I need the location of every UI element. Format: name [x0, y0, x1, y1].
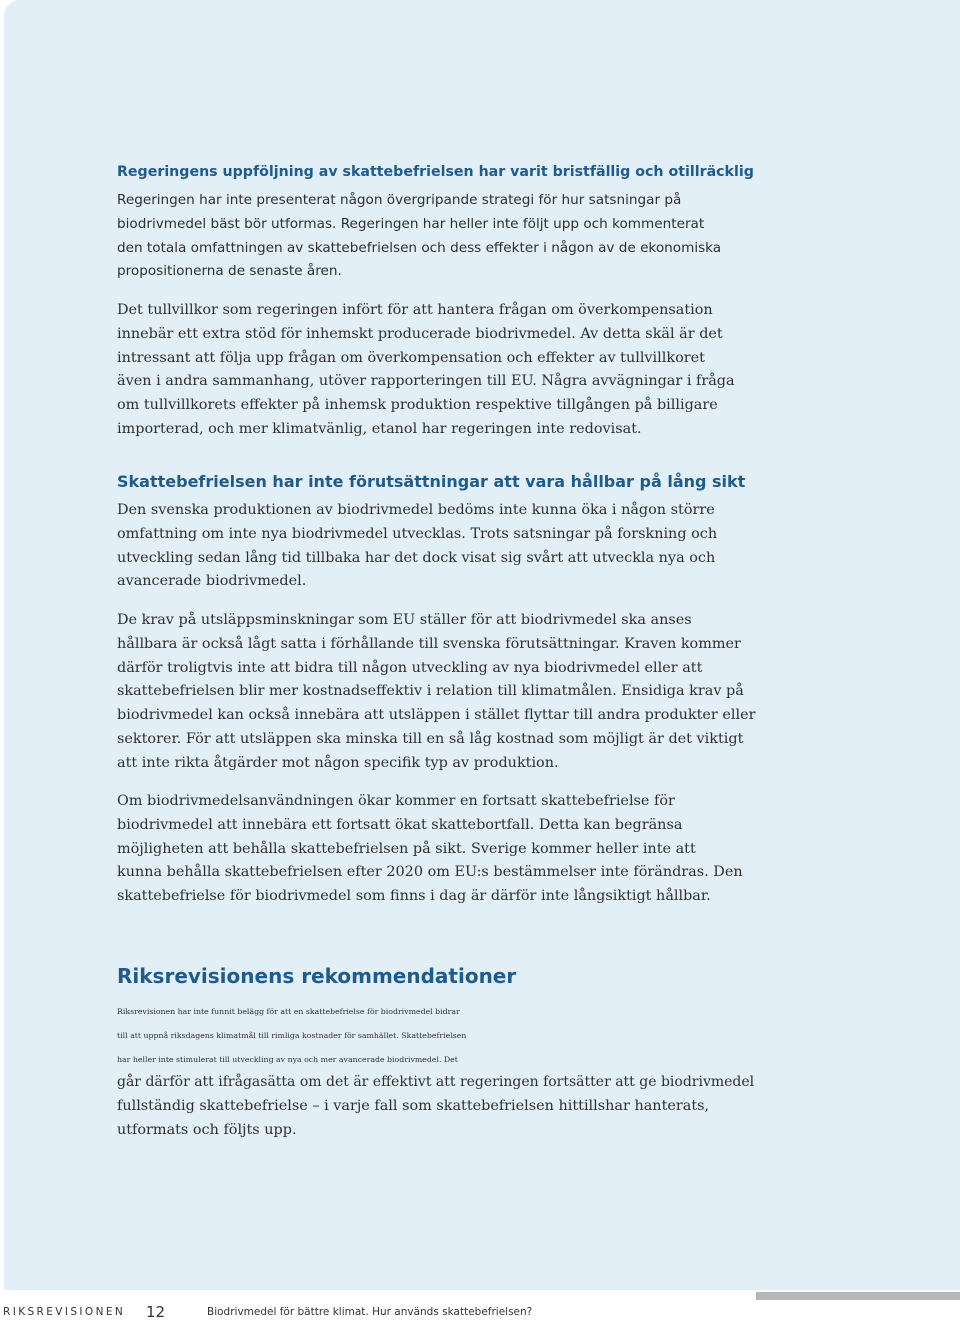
text-line: avancerade biodrivmedel. [117, 573, 307, 590]
text-line: Regeringen har inte presenterat någon övergripande strategi för hur satsningar på [117, 192, 682, 208]
text-line: Om biodrivmedelsanvändningen ökar kommer en fortsatt skattebefrielse för [117, 793, 675, 809]
text-line: importerad, och mer klimatvänlig, etanol har regeringen inte redovisat. [117, 420, 642, 437]
section-heading-followup: Regeringens uppföljning av skattebefrielsen har varit bristfällig och otillräcklig [117, 164, 754, 180]
paragraph-tariff-condition [117, 299, 735, 442]
footer-publication-title: Biodrivmedel för bättre klimat. Hur används skattebefrielsen? [207, 1306, 533, 1318]
text-line: går därför att ifrågasätta om det är effektivt att regeringen fortsätter att ge biodrivmedel [117, 1074, 755, 1091]
footer-accent-bar [756, 1292, 960, 1300]
text-line: att inte rikta åtgärder mot någon specifik typ av produktion. [117, 754, 559, 771]
text-line: till att uppnå riksdagens klimatmål till rimliga kostnader för samhället. Skattebefrielsen [117, 1030, 467, 1040]
paragraph-recommendations [117, 1000, 754, 1143]
text-line: skattebefrielsen blir mer kostnadseffektiv i relation till klimatmålen. Ensidiga krav på [117, 683, 744, 700]
text-line: Den svenska produktionen av biodrivmedel bedöms inte kunna öka i någon större [117, 502, 715, 518]
section-heading-recommendations: Riksrevisionens rekommendationer [117, 964, 517, 988]
text-line: innebär ett extra stöd för inhemskt producerade biodrivmedel. Av detta skäl är det [117, 325, 723, 342]
paragraph-tax-loss [117, 790, 743, 909]
text-line: har heller inte stimulerat till utveckling av nya och mer avancerade biodrivmedel. Det [117, 1054, 458, 1064]
paragraph-production [117, 499, 717, 594]
text-line: den totala omfattningen av skattebefrielsen och dess effekter i någon av de ekonomiska [117, 239, 722, 256]
text-line: Det tullvillkor som regeringen infört för att hantera frågan om överkompensation [117, 302, 713, 318]
paragraph-eu-requirements [117, 609, 756, 776]
paragraph-strategy [117, 189, 721, 284]
text-line: propositionerna de senaste åren. [117, 263, 342, 280]
text-line: kunna behålla skattebefrielsen efter 2020 om EU:s bestämmelser inte förändras. Den [117, 864, 743, 881]
text-line: Riksrevisionen har inte funnit belägg för att en skattebefrielse för biodrivmedel bidrar [117, 1007, 460, 1016]
text-line: hållbara är också lågt satta i förhållande till svenska förutsättningar. Kraven kommer [117, 635, 741, 652]
text-line: sektorer. För att utsläppen ska minska till en så låg kostnad som möjligt är det viktigt [117, 730, 744, 747]
text-line: även i andra sammanhang, utöver rapporteringen till EU. Några avvägningar i fråga [117, 373, 735, 390]
text-line: biodrivmedel kan också innebära att utsläppen i stället flyttar till andra produkter eller [117, 707, 756, 724]
text-line: fullständig skattebefrielse – i varje fall som skattebefrielsen hittillshar hanterats, [117, 1098, 710, 1115]
text-line: skattebefrielse för biodrivmedel som finns i dag är därför inte långsiktigt hållbar. [117, 888, 711, 905]
text-line: biodrivmedel bäst bör utformas. Regeringen har heller inte följt upp och kommenterat [117, 215, 705, 232]
text-line: biodrivmedel att innebära ett fortsatt ökat skattebortfall. Detta kan begränsa [117, 816, 683, 833]
text-line: omfattning om inte nya biodrivmedel utvecklas. Trots satsningar på forskning och [117, 525, 718, 542]
text-line: intressant att följa upp frågan om överkompensation och effekter av tullvillkoret [117, 349, 705, 366]
text-line: möjligheten att behålla skattebefrielsen på sikt. Sverige kommer heller inte att [117, 840, 696, 857]
page-number: 12 [146, 1303, 166, 1321]
section-heading-sustainability: Skattebefrielsen har inte förutsättningar att vara hållbar på lång sikt [117, 472, 746, 491]
text-line: utveckling sedan lång tid tillbaka har det dock visat sig svårt att utveckla nya och [117, 549, 716, 566]
footer-brand: RIKSREVISIONEN [3, 1306, 126, 1318]
text-line: utformats och följts upp. [117, 1121, 297, 1138]
text-line: De krav på utsläppsminskningar som EU ställer för att biodrivmedel ska anses [117, 612, 692, 628]
text-line: därför troligtvis inte att bidra till någon utveckling av nya biodrivmedel eller att [117, 659, 703, 676]
text-line: om tullvillkorets effekter på inhemsk produktion respektive tillgången på billigare [117, 397, 718, 414]
